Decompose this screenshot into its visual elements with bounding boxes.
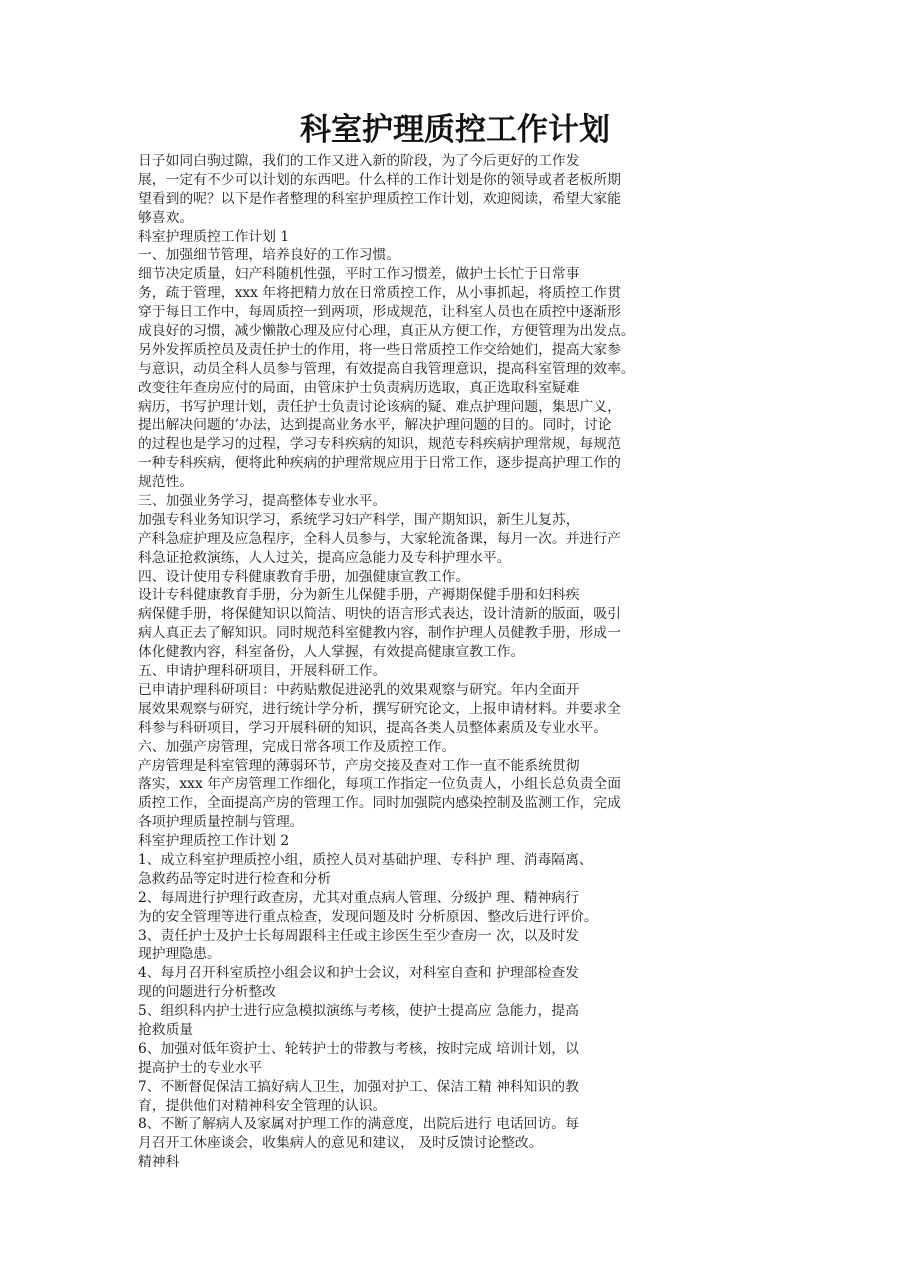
text-line: 1、成立科室护理质控小组，质控人员对基础护理、专科护 理、消毒隔离、 [138,851,593,868]
text-line: 已申请护理科研项目：中药贴敷促进泌乳的效果观察与研究。年内全面开 [138,681,580,698]
text-line: 穿于每日工作中，每周质控一到两项，形成规范，让科室人员也在质控中逐渐形 [138,304,621,321]
text-line: 日子如同白驹过隙，我们的工作又进入新的阶段，为了今后更好的工作发 [138,153,580,169]
text-line: 7、不断督促保洁工搞好病人卫生，加强对护工、保洁工精 神科知识的教 [138,1078,579,1095]
text-line: 提出解决问题的’办法，达到提高业务水平，解决护理问题的目的。同时，讨论 [138,417,612,434]
text-line: 三、加强业务学习，提高整体专业水平。 [138,493,387,510]
text-line: 2、每周进行护理行政查房，尤其对重点病人管理、分级护 理、精神病行 [138,889,579,906]
text-line: 细节决定质量，妇产科随机性强，平时工作习惯差，做护士长忙于日常事 [138,266,580,283]
text-line: 抢救质量 [138,1021,194,1038]
text-line: 改变往年查房应付的局面，由管床护士负责病历选取，真正选取科室疑难 [138,379,580,396]
text-line: 加强专科业务知识学习，系统学习妇产科学，围产期知识，新生儿复苏， [138,511,580,528]
text-line: 病历，书写护理计划，责任护士负责讨论该病的疑、难点护理问题，集思广义， [138,398,621,415]
text-line: 展，一定有不少可以计划的东西吧。什么样的工作计划是你的领导或者老板所期 [138,171,621,188]
text-line: 设计专科健康教育手册，分为新生儿保健手册，产褥期保健手册和妇科疾 [138,587,580,604]
text-line: 为的安全管理等进行重点检查，发现问题及时 分析原因、整改后进行评价。 [138,908,598,925]
text-line: 6、加强对低年资护士、轮转护士的带教与考核，按时完成 培训计划，以 [138,1040,579,1057]
text-line: 科参与科研项目，学习开展科研的知识，提高各类人员整体素质及专业水平。 [138,719,608,736]
text-line: 与意识，动员全科人员参与管理，有效提高自我管理意识，提高科室管理的效率。 [138,360,635,377]
text-line: 育，提供他们对精神科安全管理的认识。 [138,1097,387,1114]
text-line: 科室护理质控工作计划 1 [138,228,290,245]
text-line: 科急证抢救演练，人人过关，提高应急能力及专科护理水平。 [138,549,511,566]
text-line: 一、加强细节管理，培养良好的工作习惯。 [138,247,401,264]
text-line: 产科急症护理及应急程序，全科人员参与，大家轮流备课，每月一次。并进行产 [138,530,621,547]
text-line: 提高护士的专业水平 [138,1059,263,1076]
text-line: 六、加强产房管理，完成日常各项工作及质控工作。 [138,738,456,755]
text-line: 另外发挥质控员及责任护士的作用，将一些日常质控工作交给她们，提高大家参 [138,341,621,358]
text-line: 体化健教内容，科室备份，人人掌握，有效提高健康宣教工作。 [138,644,525,661]
text-line: 成良好的习惯，减少懒散心理及应付心理，真正从方便工作，方便管理为出发点。 [138,323,635,340]
document-body [138,152,708,1172]
text-line: 病保健手册，将保健知识以简洁、明快的语言形式表达，设计清新的版面，吸引 [138,606,621,623]
text-line: 现的问题进行分析整改 [138,984,276,1001]
text-line: 五、申请护理科研项目，开展科研工作。 [138,663,387,680]
text-line: 科室护理质控工作计划 2 [138,833,290,850]
text-line: 望看到的呢？以下是作者整理的科室护理质控工作计划，欢迎阅读，希望大家能 [138,190,621,207]
text-line: 够喜欢。 [138,209,194,226]
text-line: 展效果观察与研究，进行统计学分析，撰写研究论文，上报申请材料。并要求全 [138,700,621,717]
text-line: 病人真正去了解知识。同时规范科室健教内容，制作护理人员健教手册，形成一 [138,625,621,642]
text-line: 现护理隐患。 [138,946,221,963]
text-line: 5、组织科内护士进行应急模拟演练与考核，使护士提高应 急能力，提高 [138,1003,579,1020]
text-line: 产房管理是科室管理的薄弱环节，产房交接及查对工作一直不能系统贯彻 [138,757,580,774]
text-line: 一种专科疾病，便将此种疾病的护理常规应用于日常工作，逐步提高护理工作的 [138,455,621,472]
text-line: 精神科 [138,1154,180,1171]
text-line: 各项护理质量控制与管理。 [138,814,304,831]
text-line: 落实，xxx 年产房管理工作细化，每项工作指定一位负责人，小组长总负责全面 [138,776,622,793]
text-line: 务，疏于管理，xxx 年将把精力放在日常质控工作，从小事抓起，将质控工作贯 [138,285,622,302]
text-line: 的过程也是学习的过程，学习专科疾病的知识，规范专科疾病护理常规，每规范 [138,436,621,453]
text-line: 4、每月召开科室质控小组会议和护士会议，对科室自查和 护理部检查发 [138,965,579,982]
text-line: 月召开工休座谈会，收集病人的意见和建议， 及时反馈讨论整改。 [138,1135,543,1152]
page-title: 科室护理质控工作计划 [300,112,610,148]
text-line: 四、设计使用专科健康教育手册，加强健康宣教工作。 [138,568,470,585]
text-line: 8、不断了解病人及家属对护理工作的满意度，出院后进行 电话回访。每 [138,1116,579,1133]
text-line: 3、责任护士及护士长每周跟科主任或主诊医生至少查房一 次，以及时发 [138,927,579,944]
text-line: 规范性。 [138,474,194,491]
text-line: 急救药品等定时进行检查和分析 [138,870,332,887]
text-line: 质控工作，全面提高产房的管理工作。同时加强院内感染控制及监测工作，完成 [138,795,621,812]
